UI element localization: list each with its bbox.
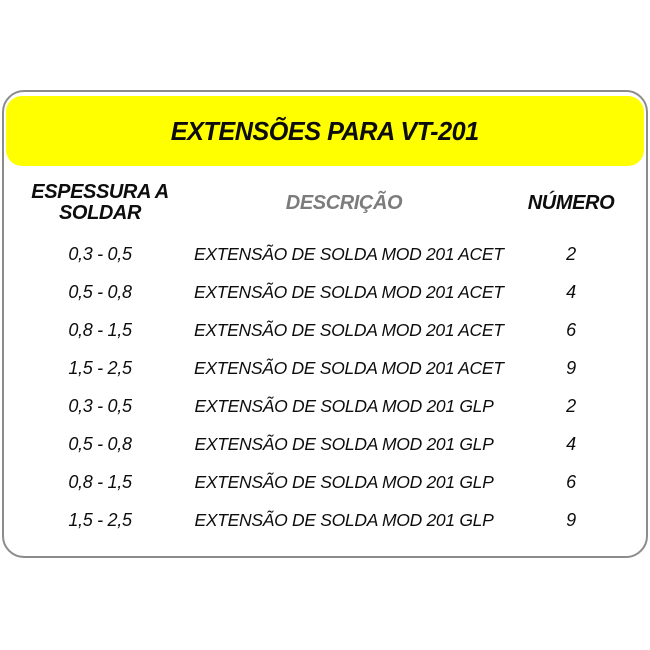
cell-descricao: EXTENSÃO DE SOLDA MOD 201 ACET [194,319,504,340]
table-body [6,235,644,539]
cell-descricao: EXTENSÃO DE SOLDA MOD 201 GLP [194,395,494,416]
cell-numero: 6 [566,319,576,340]
cell-numero: 6 [566,471,576,492]
table-header-row [6,178,644,228]
cell-espessura: 0,8 - 1,5 [68,319,132,340]
cell-descricao: EXTENSÃO DE SOLDA MOD 201 ACET [194,281,504,302]
spec-card [2,90,648,558]
cell-numero: 4 [566,281,576,302]
table-row [6,425,644,463]
cell-espessura: 1,5 - 2,5 [68,357,132,378]
cell-espessura: 0,5 - 0,8 [68,281,132,302]
cell-espessura: 0,8 - 1,5 [68,471,132,492]
table-row [6,501,644,539]
table-row [6,273,644,311]
cell-descricao: EXTENSÃO DE SOLDA MOD 201 GLP [194,433,494,454]
table-row [6,387,644,425]
column-header-espessura: ESPESSURA A SOLDAR [31,181,169,224]
cell-numero: 9 [566,509,576,530]
cell-espessura: 0,3 - 0,5 [68,243,132,264]
table-row [6,311,644,349]
cell-numero: 2 [566,243,576,264]
table-row [6,235,644,273]
cell-descricao: EXTENSÃO DE SOLDA MOD 201 GLP [194,509,494,530]
table-row [6,349,644,387]
cell-espessura: 0,5 - 0,8 [68,433,132,454]
cell-numero: 4 [566,433,576,454]
column-header-numero: NÚMERO [527,191,615,214]
table-row [6,463,644,501]
cell-descricao: EXTENSÃO DE SOLDA MOD 201 GLP [194,471,494,492]
cell-numero: 2 [566,395,576,416]
cell-espessura: 1,5 - 2,5 [68,509,132,530]
column-header-descricao: DESCRIÇÃO [285,191,403,214]
title-banner [6,96,644,166]
cell-espessura: 0,3 - 0,5 [68,395,132,416]
cell-descricao: EXTENSÃO DE SOLDA MOD 201 ACET [194,243,504,264]
page-title: EXTENSÕES PARA VT-201 [171,115,479,146]
cell-numero: 9 [566,357,576,378]
cell-descricao: EXTENSÃO DE SOLDA MOD 201 ACET [194,357,504,378]
